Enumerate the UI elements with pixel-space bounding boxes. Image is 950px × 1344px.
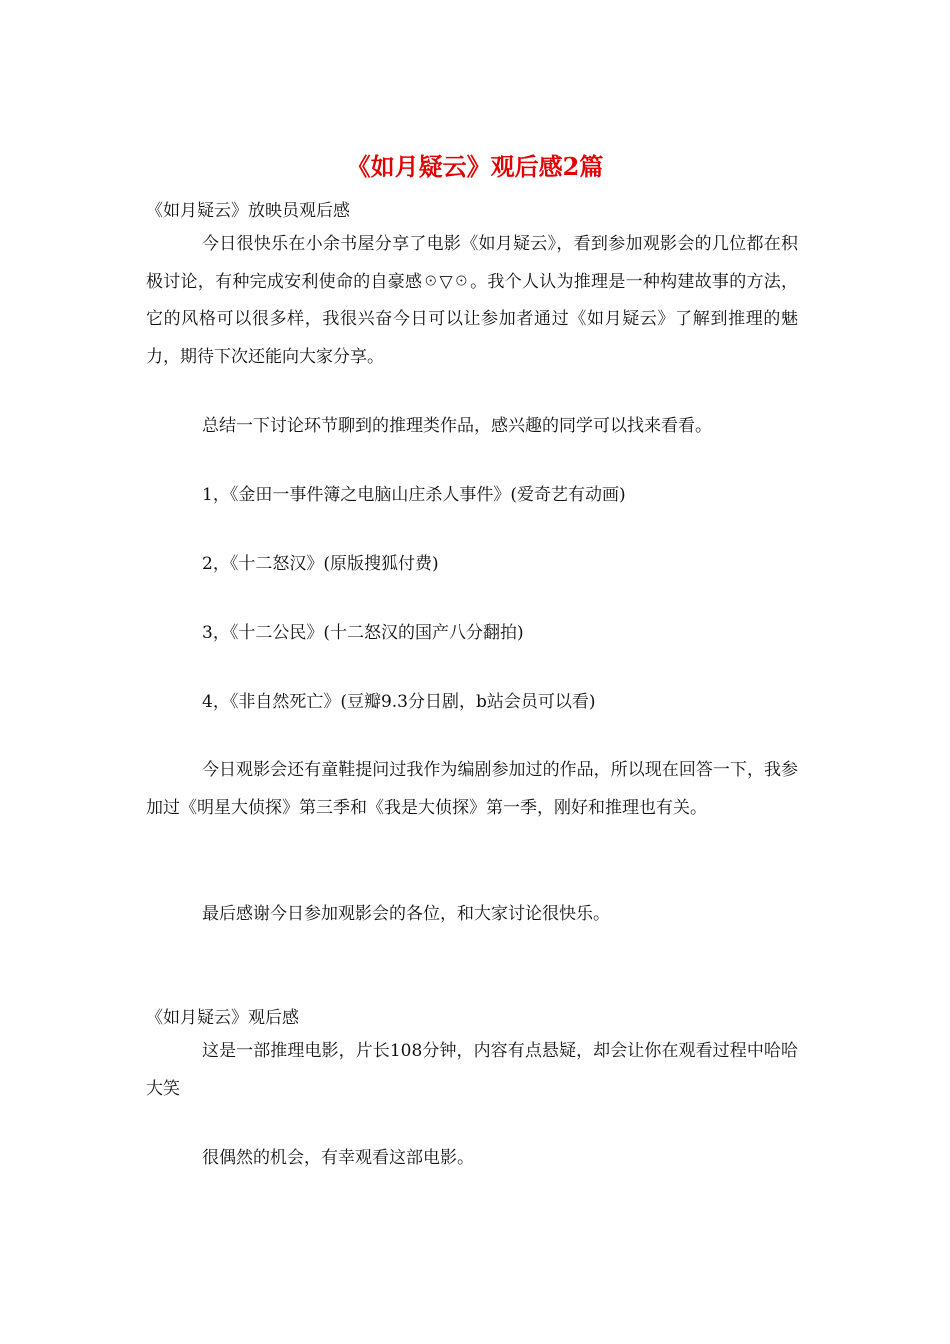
list-item: 4，《非自然死亡》(豆瓣9.3分日剧，b站会员可以看) (202, 692, 596, 712)
section1-paragraph-1: 今日很快乐在小余书屋分享了电影《如月疑云》，看到参加观影会的几位都在积极讨论，有种完成安利使命的自豪感☉▽☉。我个人认为推理是一种构建故事的方法，它的风格可以很多样，我很兴奋今日可以让参加者通过《如月疑云》了解到推理的魅力，期待下次还能向大家分享。 (146, 234, 798, 367)
list-item: 3，《十二公民》(十二怒汉的国产八分翻拍) (202, 623, 524, 643)
section1-paragraph-3: 今日观影会还有童鞋提问过我作为编剧参加过的作品，所以现在回答一下，我参加过《明星大侦探》第三季和《我是大侦探》第一季，刚好和推理也有关。 (146, 760, 798, 818)
list-item: 2，《十二怒汉》(原版搜狐付费) (202, 554, 439, 574)
section1-paragraph-2: 总结一下讨论环节聊到的推理类作品，感兴趣的同学可以找来看看。 (202, 416, 712, 436)
section1-paragraph-4: 最后感谢今日参加观影会的各位，和大家讨论很快乐。 (202, 904, 610, 924)
list-item: 1，《金田一事件簿之电脑山庄杀人事件》(爱奇艺有动画) (202, 485, 626, 505)
section1-heading: 《如月疑云》放映员观后感 (146, 201, 350, 221)
section2-paragraph-1: 这是一部推理电影，片长108分钟，内容有点悬疑，却会让你在观看过程中哈哈大笑 (146, 1041, 798, 1099)
section2-paragraph-2: 很偶然的机会，有幸观看这部电影。 (202, 1148, 474, 1168)
section2-heading: 《如月疑云》观后感 (146, 1008, 299, 1028)
document-title: 《如月疑云》观后感2篇 (346, 152, 604, 181)
